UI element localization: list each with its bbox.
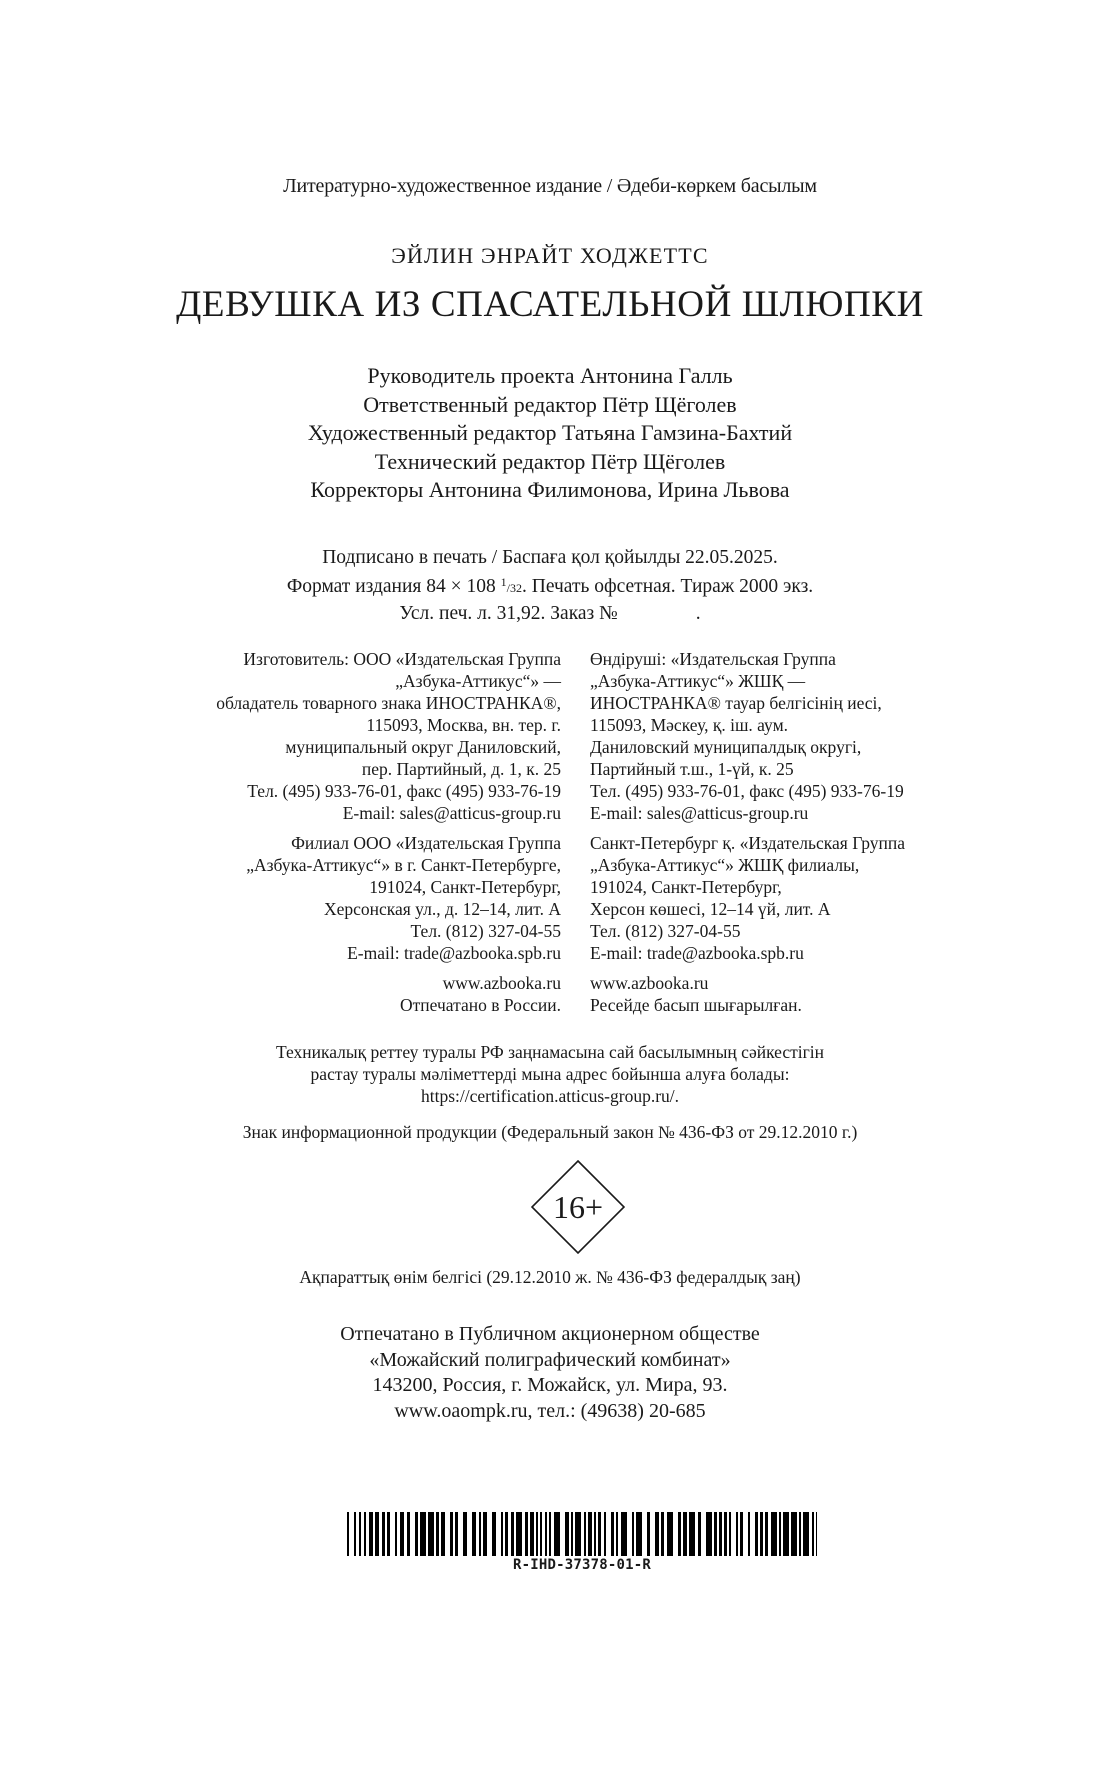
format-fraction-numerator: 1: [500, 575, 507, 589]
phone-line: Тел. (495) 933-76-01, факс (495) 933-76-19: [590, 781, 904, 801]
barcode: [347, 1512, 817, 1573]
text-line: 115093, Москва, вн. тер. г.: [366, 715, 561, 735]
print-info-block: [0, 545, 1100, 626]
certification-url: https://certification.atticus-group.ru/.: [420, 1086, 680, 1106]
barcode-code: R-IHD-37378-01-R: [512, 1557, 652, 1573]
manufacturer-kz: [590, 648, 905, 824]
text-line: „Азбука-Аттикус“» ЖШҚ филиалы,: [590, 855, 860, 875]
text-line: 191024, Санкт-Петербург,: [369, 877, 561, 897]
format-suffix: . Печать офсетная. Тираж 2000 экз.: [522, 576, 814, 597]
info-sign-law-ru: Знак информационной продукции (Федеральный закон № 436-ФЗ от 29.12.2010 г.): [242, 1122, 858, 1142]
genre-line: Литературно-художественное издание / Әдеби-көркем басылым: [283, 175, 817, 197]
format-fraction-denominator: /32: [506, 581, 522, 595]
barcode-icon: [347, 1512, 817, 1556]
credit-project-lead: Руководитель проекта Антонина Галль: [367, 363, 733, 388]
text-line: растау туралы мәліметтерді мына адрес бойынша алуға болады:: [310, 1064, 790, 1084]
text-line: Техникалық реттеу туралы РФ заңнамасына сай басылымның сәйкестігін: [275, 1042, 825, 1062]
signed-to-print: Подписано в печать / Баспаға қол қойылды 22.05.2025.: [322, 547, 778, 568]
text-line: обладатель товарного знака ИНОСТРАНКА®,: [216, 693, 561, 713]
phone-line: Тел. (812) 327-04-55: [410, 921, 561, 941]
contact-line: www.oaompk.ru, тел.: (49638) 20-685: [394, 1399, 706, 1422]
info-sign-law-kz: Ақпараттық өнім белгісі (29.12.2010 ж. № 436-ФЗ федералдық заң): [299, 1267, 801, 1287]
age-rating-badge: [531, 1160, 625, 1254]
text-line: Изготовитель: ООО «Издательская Группа: [243, 649, 561, 669]
printer-info: [0, 1322, 1100, 1424]
text-line: 115093, Мәскеу, қ. іш. аум.: [590, 715, 789, 735]
text-line: „Азбука-Аттикус“» в г. Санкт-Петербурге,: [246, 855, 561, 875]
publisher-info-russian: [216, 648, 561, 1024]
text-line: «Можайский полиграфический комбинат»: [369, 1348, 731, 1371]
manufacturer-ru: [216, 648, 561, 824]
email-line: E-mail: trade@azbooka.spb.ru: [347, 943, 561, 963]
credit-technical-editor: Технический редактор Пётр Щёголев: [374, 448, 726, 474]
text-line: муниципальный округ Даниловский,: [285, 737, 561, 757]
credit-art-editor: Художественный редактор Татьяна Гамзина-Бахтий: [307, 420, 793, 445]
text-line: 191024, Санкт-Петербург,: [590, 877, 782, 897]
credit-managing-editor: Ответственный редактор Пётр Щёголев: [363, 391, 737, 417]
phone-line: Тел. (495) 933-76-01, факс (495) 933-76-19: [247, 781, 561, 801]
age-rating-label: 16+: [552, 1188, 604, 1225]
text-line: ИНОСТРАНКА® тауар белгісінің иесі,: [590, 693, 882, 713]
credits-block: [0, 362, 1100, 505]
email-line: E-mail: trade@azbooka.spb.ru: [590, 943, 804, 963]
author-name: ЭЙЛИН ЭНРАЙТ ХОДЖЕТТС: [391, 243, 709, 268]
text-line: Херсонская ул., д. 12–14, лит. А: [323, 899, 561, 919]
text-line: Санкт-Петербург қ. «Издательская Группа: [590, 833, 905, 853]
website-line: www.azbooka.ru: [442, 973, 561, 993]
text-line: „Азбука-Аттикус“» —: [395, 671, 561, 691]
address-line: 143200, Россия, г. Можайск, ул. Мира, 93.: [372, 1374, 728, 1396]
text-line: „Азбука-Аттикус“» ЖШҚ —: [590, 671, 806, 691]
printed-in-line: Отпечатано в России.: [400, 995, 561, 1015]
text-line: Филиал ООО «Издательская Группа: [291, 833, 561, 853]
sheets-order-line: Усл. печ. л. 31,92. Заказ № .: [399, 603, 701, 624]
text-line: Даниловский муниципалдық округі,: [590, 737, 862, 757]
text-line: Отпечатано в Публичном акционерном обществе: [340, 1323, 760, 1345]
email-line: E-mail: sales@atticus-group.ru: [342, 803, 561, 823]
branch-kz: [590, 832, 905, 964]
footer-kz: [590, 972, 905, 1016]
branch-ru: [216, 832, 561, 964]
format-prefix: Формат издания 84 × 108: [286, 576, 501, 597]
format-line: [0, 570, 1100, 601]
book-title: ДЕВУШКА ИЗ СПАСАТЕЛЬНОЙ ШЛЮПКИ: [176, 284, 924, 325]
text-line: Херсон көшесі, 12–14 үй, лит. А: [590, 899, 831, 919]
text-line: Партийный т.ш., 1-үй, к. 25: [590, 759, 794, 779]
footer-ru: [216, 972, 561, 1016]
website-line: www.azbooka.ru: [590, 973, 709, 993]
email-line: E-mail: sales@atticus-group.ru: [590, 803, 809, 823]
publisher-info-kazakh: [590, 648, 905, 1024]
phone-line: Тел. (812) 327-04-55: [590, 921, 741, 941]
text-line: пер. Партийный, д. 1, к. 25: [361, 759, 561, 779]
certification-note: [0, 1041, 1100, 1107]
printed-in-line: Ресейде басып шығарылған.: [590, 995, 802, 1015]
credit-proofreaders: Корректоры Антонина Филимонова, Ирина Львова: [310, 477, 790, 502]
text-line: Өндіруші: «Издательская Группа: [590, 649, 836, 669]
